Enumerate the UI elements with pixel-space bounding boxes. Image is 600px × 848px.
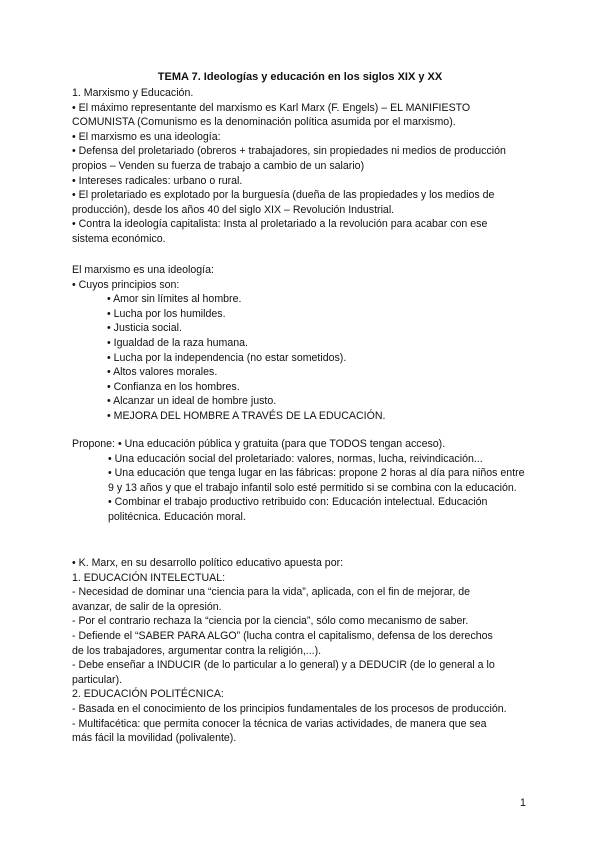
text-line: • Intereses radicales: urbano o rural.: [72, 174, 243, 187]
list-item: • Altos valores morales.: [107, 366, 218, 379]
text-line: • Contra la ideología capitalista: Insta al proletariado a la revolución para acabar con ese: [72, 218, 488, 231]
text-line: propios – Venden su fuerza de trabajo a cambio de un salario): [72, 159, 365, 172]
list-item: • Una educación que tenga lugar en las fábricas: propone 2 horas al día para niños entre 9 y 13 años y que el trabajo infantil solo esté permitido si se combina con la educación.: [108, 467, 525, 494]
section-k-marx: [72, 556, 532, 746]
list-item: • Igualdad de la raza humana.: [107, 336, 248, 349]
list-item: • Una educación social del proletariado: valores, normas, lucha, reivindicación...: [108, 452, 483, 465]
text-line: 1. Marxismo y Educación.: [72, 87, 194, 99]
list-item: • Lucha por los humildes.: [107, 307, 226, 320]
list-item: • Lucha por la independencia (no estar sometidos).: [107, 351, 347, 364]
text-line: más fácil la movilidad (polivalente).: [72, 732, 237, 745]
text-line: • El marxismo es una ideología:: [72, 130, 221, 143]
text-line: • K. Marx, en su desarrollo político educativo apuesta por:: [72, 557, 344, 569]
text-line: - Necesidad de dominar una “ciencia para la vida”, aplicada, con el fin de mejorar, de: [72, 586, 471, 599]
list-item: • MEJORA DEL HOMBRE A TRAVÉS DE LA EDUCACIÓN.: [107, 409, 386, 422]
text-line: - Defiende el “SABER PARA ALGO” (lucha contra el capitalismo, defensa de los derechos: [72, 629, 493, 642]
text-line: - Debe enseñar a INDUCIR (de lo particular a lo general) y a DEDUCIR (de lo general a lo: [72, 659, 495, 672]
text-line: producción), desde los años 40 del siglo XIX – Revolución Industrial.: [72, 203, 395, 216]
text-line: - Basada en el conocimiento de los principios fundamentales de los procesos de producción.: [72, 702, 507, 715]
text-line: • Cuyos principios son:: [72, 278, 180, 291]
list-item: • Alcanzar un ideal de hombre justo.: [107, 395, 277, 408]
text-line: COMUNISTA (Comunismo es la denominación política asumida por el marxismo).: [72, 116, 456, 129]
text-line: particular).: [72, 673, 123, 686]
text-line: de los trabajadores, argumentar contra la religión,...).: [72, 644, 322, 657]
list-item: • Combinar el trabajo productivo retribuido con: Educación intelectual. Educación politécnica. Educación moral.: [108, 496, 488, 523]
section-principios: [72, 263, 532, 424]
page-title: TEMA 7. Ideologías y educación en los siglos XIX y XX: [157, 71, 443, 83]
section-marxismo-educacion: [72, 86, 532, 247]
list-item: • Amor sin límites al hombre.: [107, 293, 242, 306]
text-line: • El proletariado es explotado por la burguesía (dueña de las propiedades y los medios de: [72, 189, 495, 202]
section-heading: 1. EDUCACIÓN INTELECTUAL:: [72, 571, 226, 584]
text-line: avanzar, de salir de la opresión.: [72, 600, 222, 613]
text-line: - Multifacética: que permita conocer la técnica de varias actividades, de manera que sea: [72, 717, 487, 730]
text-line: - Por el contrario rechaza la “ciencia por la ciencia”, sólo como mecanismo de saber.: [72, 615, 469, 628]
section-heading: 2. EDUCACIÓN POLITÉCNICA:: [72, 688, 224, 701]
section-heading: El marxismo es una ideología:: [72, 264, 214, 276]
text-line: • El máximo representante del marxismo es Karl Marx (F. Engels) – EL MANIFIESTO: [72, 101, 471, 114]
text-line: • Defensa del proletariado (obreros + trabajadores, sin propiedades ni medios de producción: [72, 145, 506, 158]
text-line: Propone: • Una educación pública y gratuita (para que TODOS tengan acceso).: [72, 438, 446, 450]
list-item: • Justicia social.: [107, 322, 182, 335]
list-item: • Confianza en los hombres.: [107, 380, 240, 393]
text-line: sistema económico.: [72, 232, 166, 245]
section-propone: [72, 437, 532, 525]
page-number: 1: [520, 797, 526, 809]
